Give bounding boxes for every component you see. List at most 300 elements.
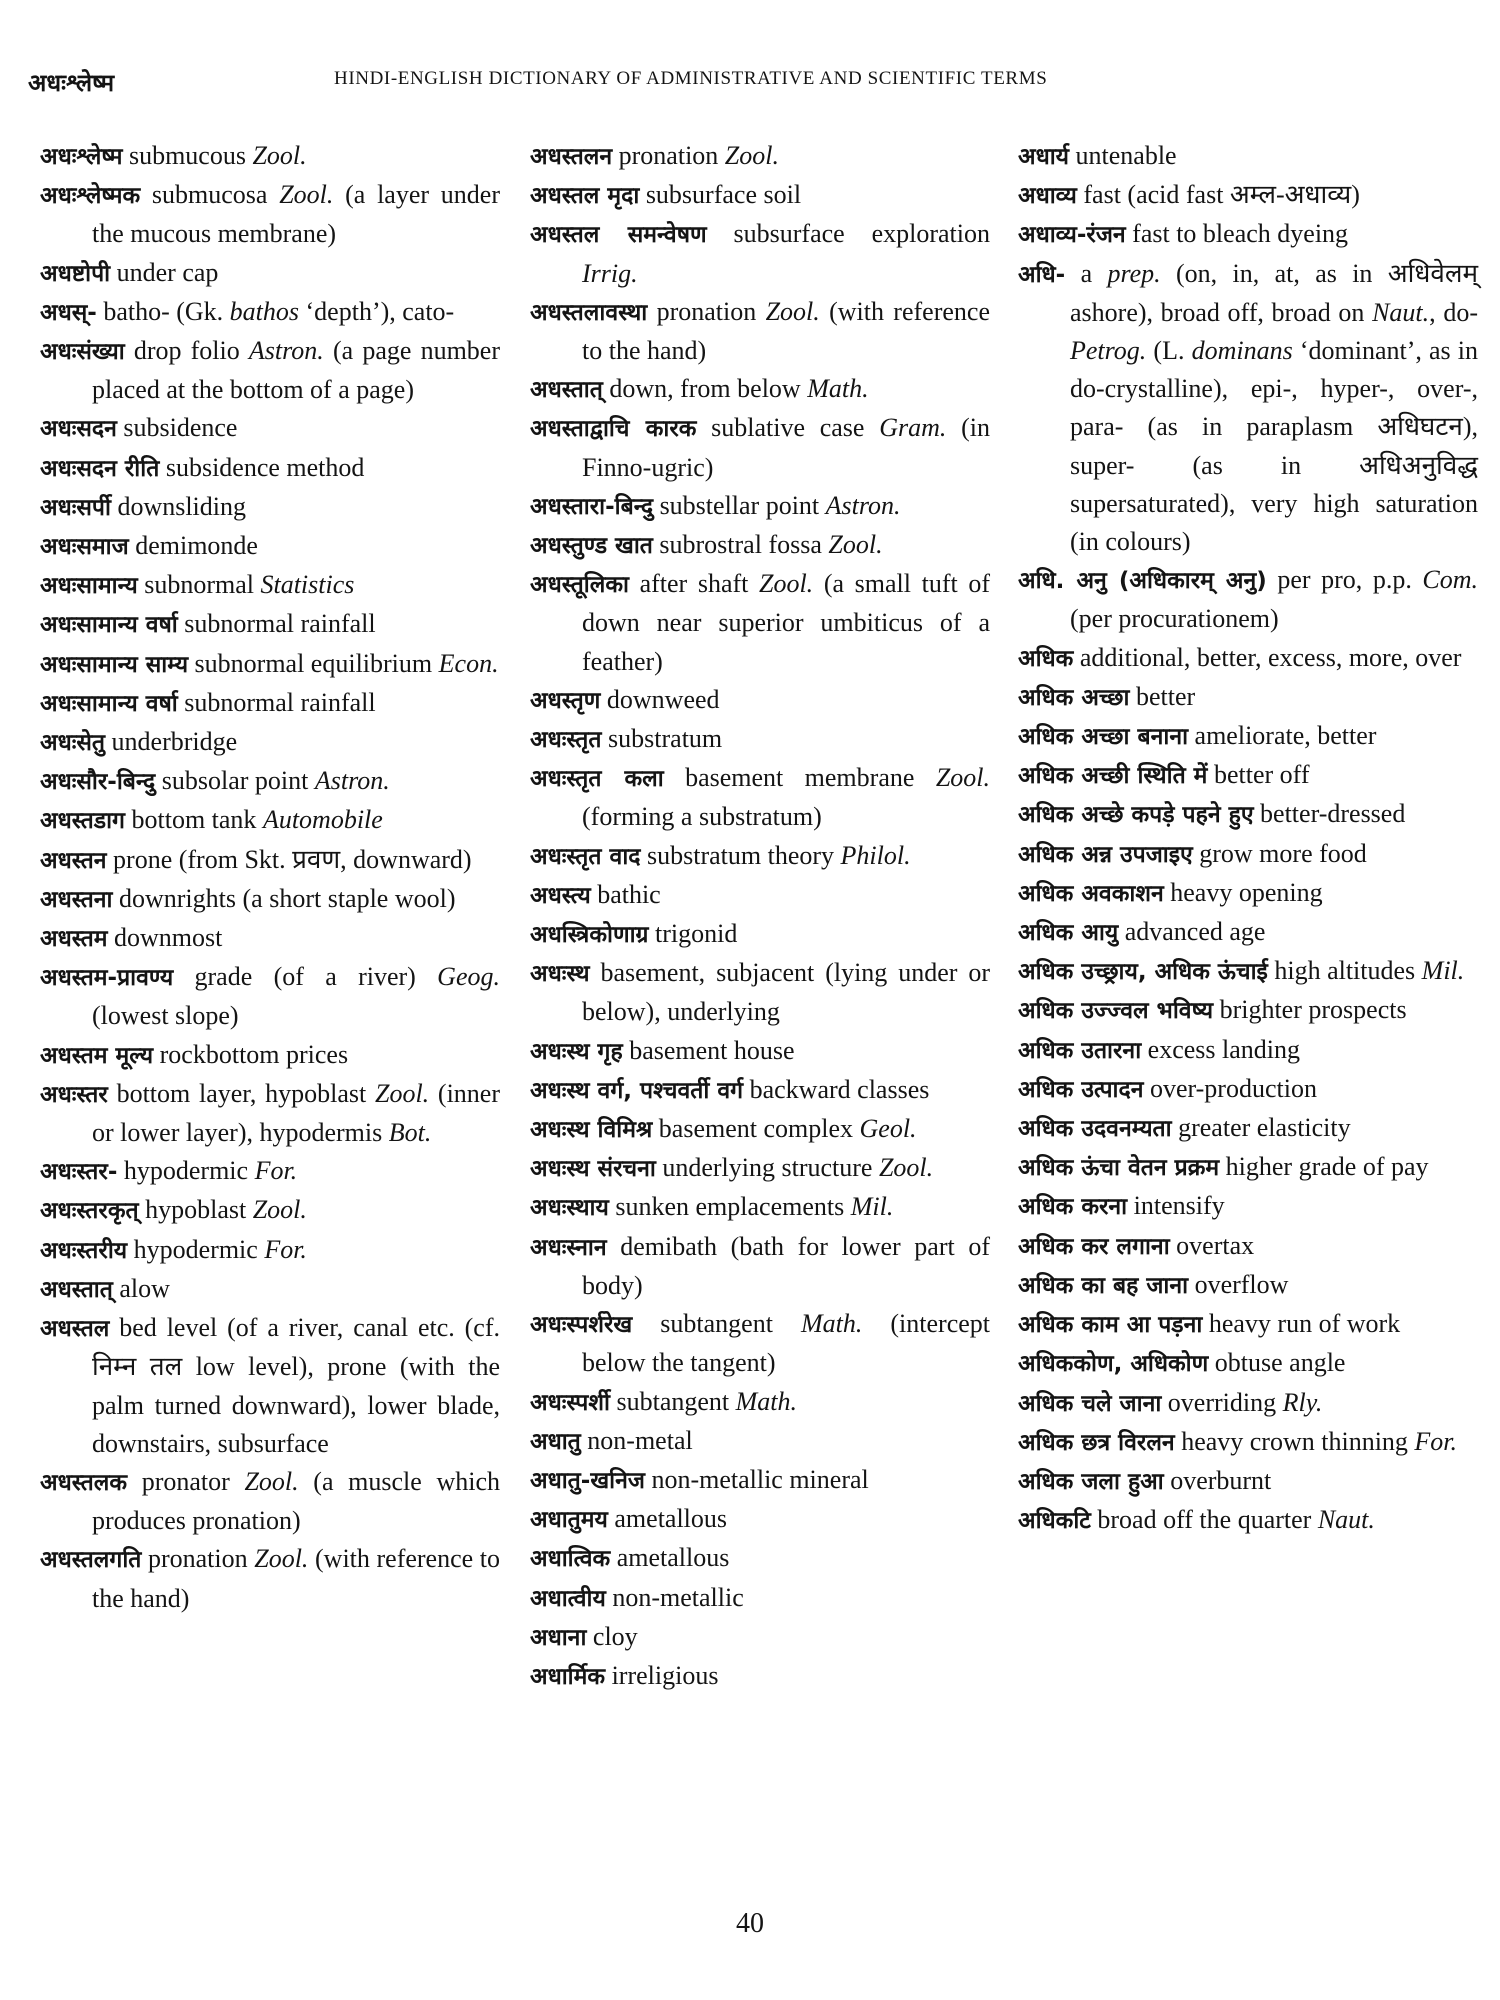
entry-definition: fast (acid fast अम्ल-अधाव्य) [1076,180,1360,210]
entry-headword: अधिक ऊंचा वेतन प्रक्रम [1018,1155,1220,1182]
entry-label: Zool. [279,180,334,210]
dictionary-entry [530,1032,990,1071]
entry-headword: अधःस्पर्शी [530,1389,610,1416]
entry-definition: basement house [622,1035,795,1065]
dictionary-entry [40,1270,500,1309]
entry-headword: अधःस्थ संरचना [530,1156,656,1183]
entry-definition: after shaft [628,569,759,599]
entry-definition: (a layer under the mucous membrane) [92,180,501,249]
entry-headword: अधिक उदवनम्यता [1018,1116,1172,1143]
entry-label: For. [254,1156,298,1186]
entry-headword: अधिक छत्र विरलन [1018,1429,1175,1456]
entry-definition: a [1065,258,1108,288]
entry-headword: अधःस्तृत कला [530,766,664,793]
entry-definition: untenable [1069,141,1177,170]
entry-definition: pronator [127,1466,245,1496]
entry-definition: subrostral fossa [652,530,829,560]
entry-headword: अधिक करना [1018,1194,1128,1221]
dictionary-entry [40,1540,500,1617]
dictionary-entry [1018,1187,1478,1226]
entry-definition: bed level (of a river, canal etc. (cf. निम्न तल low level), prone (with the palm turned downward), lower blade, downstairs, subsurface [92,1313,500,1458]
running-head [28,66,1488,96]
entry-definition: sublative case [696,413,880,443]
dictionary-entry [1018,255,1478,562]
entry-definition: (forming a substratum) [582,802,822,832]
dictionary-entry [40,762,500,801]
entry-definition: (lowest slope) [92,1001,239,1031]
entry-headword: अधस्तारा-बिन्दु [530,493,654,520]
entry-label: Zool. [252,141,307,170]
dictionary-entry [40,880,500,919]
entry-definition: substratum theory [640,840,841,870]
dictionary-entry [530,370,990,409]
dictionary-entry [40,801,500,840]
dictionary-entry [40,449,500,488]
entry-definition: irreligious [605,1660,719,1690]
entry-label: prep. [1107,258,1161,288]
dictionary-entry [530,565,990,681]
entry-headword: अधःसदन रीति [40,455,160,482]
entry-headword: अधस्तुण्ड खात [530,533,653,560]
entry-definition: better-dressed [1253,799,1406,829]
dictionary-entry [1018,1384,1478,1423]
entry-headword: अधस्- [40,299,97,326]
entry-headword: अधःस्तर [40,1081,108,1108]
dictionary-entry [1018,1070,1478,1109]
entry-definition: sunken emplacements [608,1192,851,1222]
entry-label: Econ. [438,648,499,678]
dictionary-entry [40,176,500,253]
entry-headword: अधःस्थ गृह [530,1038,623,1065]
entry-definition: brighter prospects [1213,995,1407,1025]
entry-headword: अधिक काम आ पड़ना [1018,1312,1203,1339]
entry-definition: overburnt [1163,1465,1272,1495]
entry-label: Gram. [879,413,947,443]
entry-definition: intensify [1127,1191,1225,1221]
entry-headword: अधस्तलावस्था [530,299,648,326]
entry-headword: अधस्तूलिका [530,572,629,599]
entry-headword: अधःसामान्य [40,573,138,600]
entry-definition: bathic [590,879,661,909]
entry-label: Zool. [374,1078,430,1108]
entry-definition: substellar point [653,490,826,520]
dictionary-entry [40,1309,500,1463]
dictionary-entry [1018,1148,1478,1187]
dictionary-entry [530,1539,990,1578]
entry-definition: downweed [600,684,720,714]
entry-definition: fast to bleach dyeing [1125,219,1349,249]
entry-headword: अधिक अच्छी स्थिति में [1018,763,1208,790]
entry-definition: advanced age [1118,917,1266,947]
entry-definition: downmost [107,923,223,953]
entry-headword: अधिक अच्छा [1018,684,1130,711]
entry-definition: heavy crown thinning [1174,1426,1415,1456]
entry-definition: (with reference to the hand) [582,296,990,366]
entry-definition: grade (of a river) [173,962,438,992]
entry-headword: अधःसंख्या [40,339,125,366]
entry-headword: अधार्मिक [530,1663,606,1690]
dictionary-entry [530,409,990,486]
entry-headword: अधिक आयु [1018,920,1119,947]
entry-headword: अधःसामान्य वर्षा [40,612,178,639]
entry-definition: pronation [647,296,766,326]
entry-headword: अधिक अन्न उपजाइए [1018,841,1193,868]
entry-headword: अधःस्नान [530,1234,607,1261]
dictionary-entry [530,837,990,876]
entry-headword: अधि. अनु (अधिकारम् अनु) [1018,568,1267,595]
dictionary-entry [1018,1109,1478,1148]
entry-label: Zool. [935,763,990,793]
dictionary-entry [530,954,990,1031]
entry-definition: non-metal [580,1425,693,1455]
entry-definition: basement membrane [663,763,936,793]
dictionary-entry [40,527,500,566]
dictionary-entry [1018,176,1478,215]
dictionary-entry [1018,215,1478,254]
entry-definition: subnormal [137,570,261,600]
dictionary-entry [530,215,990,292]
entry-label: Math. [800,1309,863,1339]
entry-headword: अधिक जला हुआ [1018,1468,1164,1495]
column-2 [530,137,990,1696]
dictionary-entry [1018,1227,1478,1266]
entry-headword: अधिककोण, अधिकोण [1018,1351,1209,1378]
entry-definition: non-metallic mineral [644,1464,869,1494]
entry-headword: अधस्तलक [40,1469,128,1496]
entry-headword: अधस्तल मृदा [530,183,640,210]
entry-headword: अधिक उच्छ्राय, अधिक ऊंचाई [1018,959,1268,986]
entry-definition: additional, better, excess, more, over [1073,642,1462,672]
entry-definition: demimonde [128,531,258,561]
entry-label: Petrog. [1070,336,1147,366]
entry-headword: अधिक अच्छा बनाना [1018,724,1189,751]
entry-headword: अधःस्तर- [40,1159,118,1186]
entry-label: Zool. [878,1153,934,1183]
entry-definition: ‘depth’), cato- [299,296,455,326]
entry-label: dominans [1191,336,1293,366]
entry-definition: subnormal rainfall [177,687,376,717]
entry-label: bathos [229,296,300,326]
dictionary-entry [1018,1462,1478,1501]
dictionary-entry [40,1152,500,1191]
entry-definition: excess landing [1141,1034,1300,1064]
entry-definition: subnormal equilibrium [188,648,439,678]
dictionary-entry [40,137,500,176]
dictionary-entry [1018,561,1478,638]
entry-label: Zool. [765,296,820,326]
dictionary-entry [1018,913,1478,952]
dictionary-entry [530,1461,990,1500]
entry-definition: subtangent [609,1386,736,1416]
entry-headword: अधिक उतारना [1018,1037,1142,1064]
entry-headword: अधस्तम-प्रावण्य [40,965,174,992]
entry-definition: down, from below [602,374,808,404]
entry-definition: overflow [1188,1269,1289,1299]
dictionary-entry [530,1618,990,1657]
entry-definition: overriding [1161,1387,1283,1417]
dictionary-entry [530,1422,990,1461]
entry-definition: ametallous [607,1504,728,1534]
entry-definition: (per procurationem) [1070,604,1279,634]
entry-definition: better off [1207,760,1310,790]
entry-headword: अधःस्तृत [530,727,602,754]
entry-headword: अधिक अच्छे कपड़े पहने हुए [1018,802,1254,829]
dictionary-entry [40,723,500,762]
entry-label: Irrig. [582,258,638,288]
entry-headword: अधातु-खनिज [530,1467,645,1494]
entry-headword: अधस्तात् [530,377,603,404]
entry-headword: अधस्तृण [530,687,601,714]
dictionary-entry [530,1305,990,1382]
entry-label: Com. [1422,565,1479,595]
entry-definition: grow more food [1192,838,1367,868]
entry-definition: high altitudes [1267,956,1422,986]
entry-definition: under cap [110,257,219,287]
entry-label: Math. [735,1386,798,1416]
dictionary-entry [530,759,990,836]
dictionary-entry [530,1579,990,1618]
dictionary-entry [1018,678,1478,717]
entry-definition: (L. [1146,336,1192,366]
entry-definition: broad off the quarter [1090,1505,1318,1535]
entry-headword: अधाव्य [1018,183,1077,210]
entry-definition: (inner or lower layer), hypodermis [92,1078,500,1148]
entry-headword: अधस्तन [40,847,107,874]
entry-label: For. [264,1234,307,1264]
dictionary-entry [1018,952,1478,991]
entry-headword: अधस्तम मूल्य [40,1042,154,1069]
dictionary-entry [1018,1305,1478,1344]
entry-headword: अधस्तलगति [40,1547,142,1574]
entry-headword: अधिकटि [1018,1508,1091,1535]
entry-headword: अधस्तल समन्वेषण [530,222,707,249]
entry-headword: अधःसौर-बिन्दु [40,769,156,796]
dictionary-entry [1018,1266,1478,1305]
dictionary-entry [530,915,990,954]
dictionary-entry [530,526,990,565]
dictionary-entry [530,1500,990,1539]
entry-definition: pronation [141,1544,255,1574]
entry-headword: अधिक चले जाना [1018,1390,1162,1417]
dictionary-entry [530,1149,990,1188]
entry-label: Mil. [850,1192,894,1222]
entry-label: Naut. [1317,1505,1375,1535]
entry-definition: non-metallic [605,1582,744,1612]
dictionary-entry [40,332,500,409]
entry-headword: अधाव्य-रंजन [1018,222,1126,249]
entry-headword: अधातुमय [530,1507,608,1534]
dictionary-entry [40,684,500,723]
dictionary-entry [40,1463,500,1540]
dictionary-entry [530,1071,990,1110]
dictionary-entry [1018,991,1478,1030]
entry-headword: अधातु [530,1428,581,1455]
entry-label: Astron. [248,336,324,366]
entry-headword: अधःस्तरकृत् [40,1198,139,1225]
entry-definition: (a page number placed at the bottom of a page) [92,336,500,405]
entry-headword: अधस्तल [40,1316,110,1343]
dictionary-entry [40,409,500,448]
entry-headword: अधात्वीय [530,1585,606,1612]
entry-label: Geog. [437,962,500,992]
entry-definition: pronation [612,141,725,170]
entry-headword: अधार्य [1018,144,1070,170]
entry-label: Zool. [724,141,779,170]
entry-headword: अधःसर्पी [40,494,111,521]
entry-headword: अधःश्लेष्म [40,144,123,170]
dictionary-entry [530,1657,990,1696]
entry-definition: downsliding [110,491,247,521]
dictionary-entry [530,681,990,720]
dictionary-entry [1018,795,1478,834]
entry-headword: अधिक [1018,645,1074,672]
entry-definition: submucosa [140,180,280,210]
entry-label: Statistics [260,570,355,600]
entry-label: Zool. [254,1544,309,1574]
entry-headword: अधि- [1018,261,1066,288]
entry-definition: subsidence [116,413,238,443]
entry-headword: अधःस्पर्शरेख [530,1312,633,1339]
entry-label: For. [1414,1426,1458,1456]
entry-label: Astron. [314,766,390,796]
entry-label: Mil. [1421,956,1465,986]
entry-definition: backward classes [743,1074,930,1104]
entry-headword: अधःस्थ वर्ग, पश्चवर्ती वर्ग [530,1077,744,1104]
entry-definition: cloy [586,1621,638,1651]
entry-definition: drop folio [124,336,249,366]
entry-headword: अधात्विक [530,1546,611,1573]
entry-definition: overtax [1169,1230,1255,1260]
entry-label: Math. [807,374,869,404]
dictionary-entry [40,645,500,684]
entry-label: Geol. [859,1114,917,1144]
entry-definition: bottom tank [125,805,263,835]
entry-definition: subtangent [632,1309,801,1339]
entry-headword: अधस्तना [40,886,113,913]
entry-headword: अधःस्तरीय [40,1237,128,1264]
entry-headword: अधस्त्रिकोणाग्र [530,922,649,949]
entry-definition: (intercept below the tangent) [582,1309,990,1378]
dictionary-entry [1018,1344,1478,1383]
dictionary-entry [530,293,990,370]
entry-definition: higher grade of pay [1219,1152,1429,1182]
dictionary-entry [40,293,500,332]
entry-headword: अधाना [530,1624,587,1651]
entry-definition: demibath (bath for lower part of body) [582,1231,990,1300]
entry-definition: basement complex [652,1114,860,1144]
entry-label: Zool. [252,1195,307,1225]
dictionary-entry [40,958,500,1035]
entry-headword: अधःसामान्य वर्षा [40,690,178,717]
entry-definition: ‘dominant’, as in do-crystalline), epi-, hyper-, over-, para- (as in paraplasm अधिघटन), super- (as in अधिअनुविद्ध supersaturated), very high saturation (in colours) [1070,336,1478,557]
dictionary-entry [40,841,500,880]
entry-definition: subnormal rainfall [177,609,376,639]
dictionary-entry [40,605,500,644]
entry-definition: heavy run of work [1202,1309,1401,1339]
entry-label: Zool. [759,569,814,599]
entry-definition: underlying structure [655,1153,879,1183]
entry-definition: submucous [122,141,253,170]
entry-headword: अधिक उज्ज्वल भविष्य [1018,998,1214,1025]
entry-label: Astron. [825,490,901,520]
dictionary-entry [530,137,990,176]
entry-definition: ameliorate, better [1188,721,1377,751]
entry-definition: downrights (a short staple wool) [112,883,456,913]
entry-definition: (on, in, at, as in अधिवेलम् ashore), broad off, broad on [1070,258,1478,327]
entry-headword: अधस्तडाग [40,808,125,835]
entry-definition: prone (from Skt. प्रवण, downward) [106,844,472,874]
entry-headword: अधःसमाज [40,534,129,561]
dictionary-entry [1018,1031,1478,1070]
dictionary-entry [40,1231,500,1270]
dictionary-entry [1018,1423,1478,1462]
dictionary-entry [40,1075,500,1152]
entry-definition: batho- (Gk. [96,296,230,326]
column-3 [1018,137,1478,1540]
entry-definition: subsolar point [155,766,315,796]
entry-definition: basement, subjacent (lying under or below), underlying [582,958,990,1027]
entry-definition: alow [112,1273,170,1303]
dictionary-entry [40,488,500,527]
dictionary-entry [40,1036,500,1075]
entry-headword: अधष्टोपी [40,260,111,287]
entry-definition: hypodermic [117,1156,255,1186]
entry-headword: अधिक का बह जाना [1018,1272,1189,1299]
entry-definition: (with reference to the hand) [92,1544,500,1613]
entry-headword: अधस्तम [40,926,108,953]
entry-definition: hypodermic [127,1234,265,1264]
entry-definition: (in Finno-ugric) [582,413,990,482]
entry-definition: substratum [601,724,723,754]
entry-headword: अधःस्थाय [530,1195,609,1222]
page-number: 40 [736,1908,764,1939]
entry-label: Rly. [1282,1387,1323,1417]
entry-headword: अधस्तलन [530,144,613,170]
entry-label: Naut. [1372,297,1430,327]
entry-definition: , do- [1429,297,1478,327]
entry-definition: obtuse angle [1208,1348,1346,1378]
entry-definition: trigonid [648,919,738,949]
dictionary-entry [1018,639,1478,678]
dictionary-entry [40,254,500,293]
entry-definition: rockbottom prices [153,1039,349,1069]
dictionary-entry [40,919,500,958]
dictionary-entry [40,1191,500,1230]
dictionary-entry [40,566,500,605]
entry-definition: underbridge [105,727,238,757]
entry-headword: अधस्त्य [530,882,591,909]
dictionary-entry [1018,1501,1478,1540]
dictionary-entry [1018,835,1478,874]
entry-label: Bot. [388,1118,432,1148]
entry-definition: subsurface soil [639,180,802,210]
entry-headword: अधःस्तृत वाद [530,843,641,870]
entry-headword: अधिक कर लगाना [1018,1233,1170,1260]
entry-definition: hypoblast [138,1195,253,1225]
dictionary-entry [1018,756,1478,795]
dictionary-entry [1018,717,1478,756]
entry-label: Philol. [840,840,911,870]
entry-definition: bottom layer, hypoblast [107,1078,375,1108]
entry-definition: (a small tuft of down near superior umbiticus of a feather) [582,569,990,676]
entry-headword: अधःस्थ [530,961,590,988]
entry-headword: अधःसेतु [40,730,106,757]
dictionary-entry [530,1228,990,1305]
entry-label: Automobile [262,805,383,835]
dictionary-entry [1018,874,1478,913]
entry-headword: अधिक अवकाशन [1018,880,1164,907]
dictionary-entry [530,1110,990,1149]
